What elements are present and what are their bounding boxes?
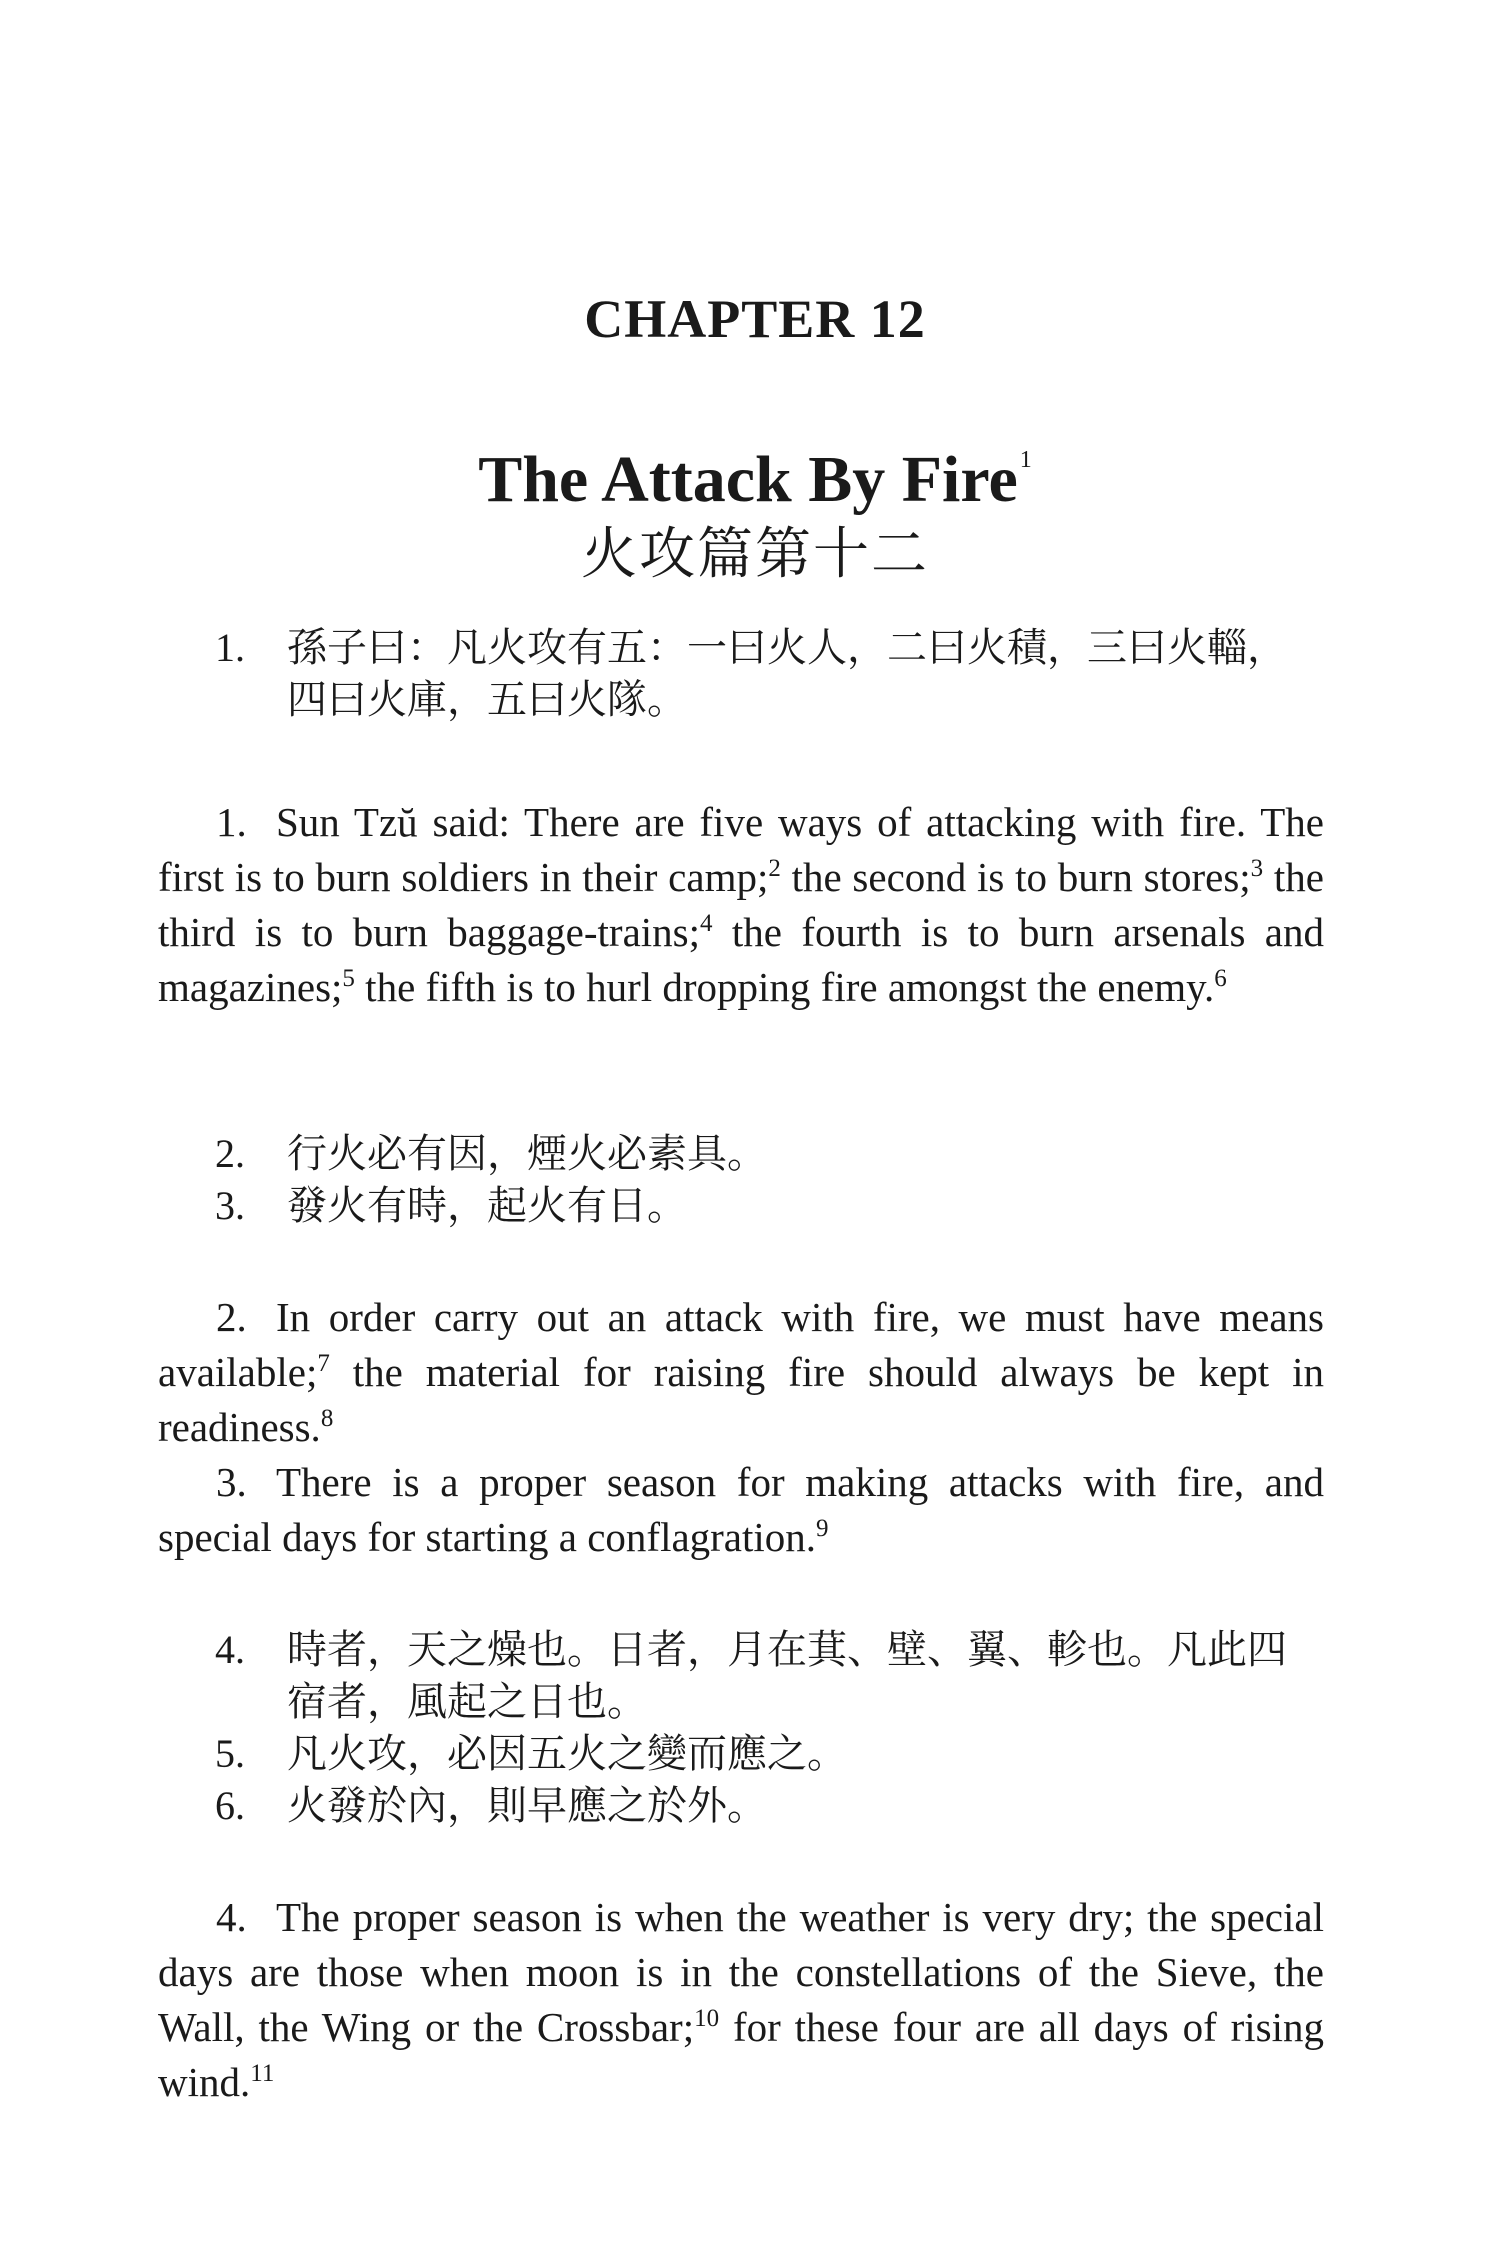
chinese-verse	[215, 1624, 1325, 1728]
chapter-title-chinese: 火攻篇第十二	[581, 524, 929, 586]
paragraph-text: There is a proper season for making attacks with fire, and special days for starting a conflagration.	[158, 1459, 1324, 1560]
paragraph-number: 4.	[216, 1894, 247, 1940]
paragraph-text: the fifth is to hurl dropping fire amongst the enemy.	[354, 964, 1215, 1010]
footnote-marker: 3	[1250, 855, 1264, 882]
chinese-verse	[215, 1728, 1325, 1780]
translation-paragraph	[158, 1455, 1324, 1565]
footnote-marker: 4	[700, 910, 713, 937]
paragraph-text: the second is to burn stores;	[780, 854, 1251, 900]
paragraph-text: the third is to burn baggage-trains;	[158, 854, 1324, 955]
english-translation	[158, 795, 1324, 1015]
english-translation	[158, 1290, 1324, 1565]
paragraph-text: Sun Tzŭ said: There are five ways of attacking with fire. The first is to burn soldiers in their camp;	[158, 799, 1324, 900]
footnote-marker: 9	[816, 1515, 829, 1542]
translation-paragraph	[158, 795, 1324, 1015]
english-translation	[158, 1890, 1324, 2110]
verse-number: 6.	[215, 1783, 245, 1828]
translation-paragraph	[158, 1290, 1324, 1455]
footnote-marker: 11	[250, 2060, 275, 2087]
verse-number: 5.	[215, 1731, 245, 1776]
footnote-marker: 5	[342, 965, 355, 992]
paragraph-text: the material for raising fire should always be kept in readiness.	[158, 1349, 1324, 1450]
verse-text: 凡火攻，必因五火之變而應之。	[287, 1731, 847, 1776]
paragraph-number: 1.	[216, 799, 247, 845]
paragraph-number: 3.	[216, 1459, 247, 1505]
chapter-title-english	[0, 420, 1510, 520]
paragraph-text: for these four are all days of rising wind.	[158, 2004, 1324, 2105]
paragraph-text: The proper season is when the weather is very dry; the special days are those when moon is in the constellations of the Sieve, the Wall, the Wing or the Crossbar;	[158, 1894, 1324, 2050]
verse-text: 孫子曰：凡火攻有五：一曰火人，二曰火積，三曰火輜，四曰火庫，五曰火隊。	[287, 625, 1287, 722]
chinese-verse	[215, 1128, 1325, 1180]
footnote-marker: 2	[768, 855, 781, 882]
footnote-marker: 10	[694, 2005, 720, 2032]
verse-number: 2.	[215, 1131, 245, 1176]
chapter-title-text: The Attack By Fire	[478, 443, 1018, 516]
footnote-marker: 8	[320, 1405, 334, 1432]
paragraph-text: In order carry out an attack with fire, we must have means available;	[158, 1294, 1324, 1395]
footnote-marker: 1	[1019, 447, 1032, 473]
verse-text: 火發於內，則早應之於外。	[287, 1783, 767, 1828]
verse-number: 4.	[215, 1627, 245, 1672]
verse-text: 時者，天之燥也。日者，月在萁、壁、翼、軫也。凡此四宿者，風起之日也。	[287, 1627, 1287, 1724]
footnote-marker: 6	[1214, 965, 1227, 992]
verse-text: 發火有時，起火有日。	[287, 1183, 687, 1228]
chapter-title-block	[0, 420, 1510, 590]
verse-number: 1.	[215, 625, 245, 670]
chinese-verse-list	[215, 1128, 1325, 1232]
paragraph-text: the fourth is to burn arsenals and magazines;	[158, 909, 1324, 1010]
verse-number: 3.	[215, 1183, 245, 1228]
verse-text: 行火必有因，煙火必素具。	[287, 1131, 767, 1176]
paragraph-number: 2.	[216, 1294, 247, 1340]
footnote-marker: 7	[317, 1350, 330, 1377]
chinese-verse	[215, 622, 1325, 726]
chapter-label: CHAPTER 12	[584, 289, 926, 349]
translation-paragraph	[158, 1890, 1324, 2110]
chinese-verse-list	[215, 622, 1325, 726]
chinese-verse	[215, 1780, 1325, 1832]
chinese-verse	[215, 1180, 1325, 1232]
chinese-verse-list	[215, 1624, 1325, 1832]
